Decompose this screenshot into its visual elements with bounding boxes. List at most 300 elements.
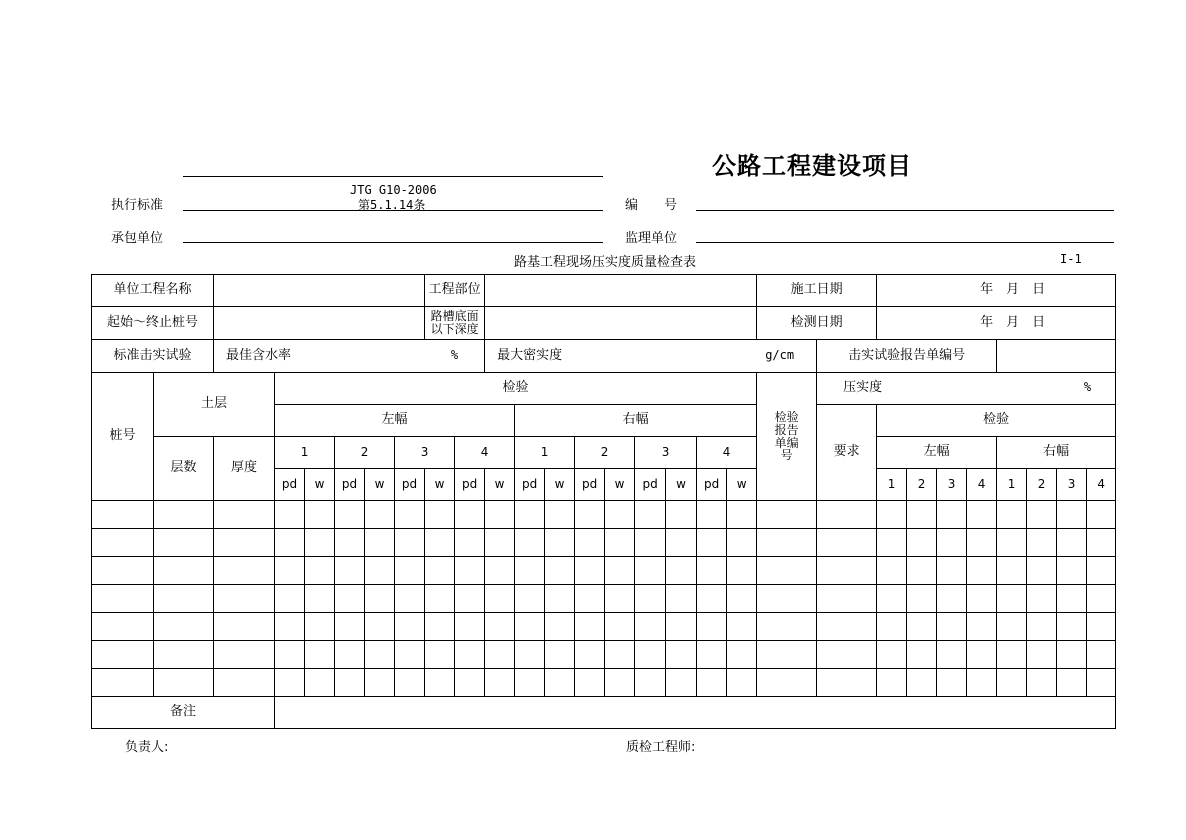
data-cell[interactable] xyxy=(635,501,666,529)
density-unit: g/cm xyxy=(765,347,795,362)
data-cell[interactable] xyxy=(1087,669,1116,697)
data-cell[interactable] xyxy=(1087,613,1116,641)
w-header: w xyxy=(666,469,697,501)
data-cell[interactable] xyxy=(907,585,937,613)
data-cell[interactable] xyxy=(697,613,727,641)
groove-depth-line1: 路槽底面 xyxy=(430,309,479,324)
data-cell[interactable] xyxy=(877,585,907,613)
data-cell[interactable] xyxy=(485,613,515,641)
data-cell[interactable] xyxy=(575,557,605,585)
data-cell[interactable] xyxy=(455,641,485,669)
table-row xyxy=(92,585,1116,613)
standard-value-line2: 第5.1.14条 xyxy=(358,198,426,212)
data-cell[interactable] xyxy=(605,501,635,529)
supervisor-underline xyxy=(696,242,1114,243)
data-cell[interactable] xyxy=(154,501,214,529)
compaction-right-3: 3 xyxy=(1057,469,1087,501)
data-cell[interactable] xyxy=(937,529,967,557)
data-cell[interactable] xyxy=(485,641,515,669)
data-cell[interactable] xyxy=(455,557,485,585)
data-cell[interactable] xyxy=(697,669,727,697)
data-cell[interactable] xyxy=(92,529,154,557)
data-cell[interactable] xyxy=(997,641,1027,669)
inspection-header: 检验 xyxy=(275,373,757,405)
inspection-date-field[interactable]: 年 月 日 xyxy=(877,307,1116,340)
data-cell[interactable] xyxy=(545,641,575,669)
data-cell[interactable] xyxy=(335,529,365,557)
w-header: w xyxy=(425,469,455,501)
contractor-label: 承包单位 xyxy=(111,231,164,246)
compaction-degree-label: 压实度 xyxy=(843,380,883,396)
data-cell[interactable] xyxy=(425,641,455,669)
page-title: 公路工程建设项目 xyxy=(712,152,912,180)
right-point-1: 1 xyxy=(515,437,575,469)
compaction-left-1: 1 xyxy=(877,469,907,501)
data-cell[interactable] xyxy=(907,557,937,585)
data-cell[interactable] xyxy=(214,557,275,585)
data-cell[interactable] xyxy=(635,669,666,697)
data-cell[interactable] xyxy=(757,557,817,585)
left-point-3: 3 xyxy=(395,437,455,469)
unit-project-name-label: 单位工程名称 xyxy=(92,275,214,307)
data-cell[interactable] xyxy=(757,669,817,697)
data-cell[interactable] xyxy=(997,529,1027,557)
data-cell[interactable] xyxy=(214,641,275,669)
data-cell[interactable] xyxy=(455,613,485,641)
data-cell[interactable] xyxy=(1087,501,1116,529)
data-cell[interactable] xyxy=(515,529,545,557)
data-cell[interactable] xyxy=(545,669,575,697)
data-cell[interactable] xyxy=(214,669,275,697)
data-cell[interactable] xyxy=(154,669,214,697)
form-code: I-1 xyxy=(1060,252,1082,266)
start-end-pile-label: 起始～终止桩号 xyxy=(92,307,214,340)
left-point-2: 2 xyxy=(335,437,395,469)
data-cell[interactable] xyxy=(1027,613,1057,641)
data-cell[interactable] xyxy=(425,585,455,613)
groove-depth-field[interactable] xyxy=(485,307,757,340)
data-cell[interactable] xyxy=(575,585,605,613)
data-cell[interactable] xyxy=(365,641,395,669)
data-cell[interactable] xyxy=(666,557,697,585)
remarks-label: 备注 xyxy=(92,697,275,729)
data-cell[interactable] xyxy=(635,557,666,585)
standard-label: 执行标准 xyxy=(111,198,164,213)
left-point-4: 4 xyxy=(455,437,515,469)
data-cell[interactable] xyxy=(757,613,817,641)
data-cell[interactable] xyxy=(697,585,727,613)
data-cell[interactable] xyxy=(395,501,425,529)
data-cell[interactable] xyxy=(937,669,967,697)
data-cell[interactable] xyxy=(154,641,214,669)
compaction-right-1: 1 xyxy=(997,469,1027,501)
compaction-right-4: 4 xyxy=(1087,469,1116,501)
data-cell[interactable] xyxy=(515,501,545,529)
data-cell[interactable] xyxy=(997,585,1027,613)
data-cell[interactable] xyxy=(395,585,425,613)
data-cell[interactable] xyxy=(455,669,485,697)
data-cell[interactable] xyxy=(154,613,214,641)
data-cell[interactable] xyxy=(1087,585,1116,613)
compaction-report-no-field[interactable] xyxy=(997,340,1116,373)
table-row xyxy=(92,669,1116,697)
data-cell[interactable] xyxy=(275,613,305,641)
data-cell[interactable] xyxy=(575,613,605,641)
w-header: w xyxy=(545,469,575,501)
data-cell[interactable] xyxy=(907,669,937,697)
data-cell[interactable] xyxy=(727,669,757,697)
data-cell[interactable] xyxy=(335,585,365,613)
work-part-label: 工程部位 xyxy=(425,275,485,307)
optimum-moisture-label: 最佳含水率 xyxy=(226,347,292,363)
pd-header: pd xyxy=(395,469,425,501)
data-cell[interactable] xyxy=(967,529,997,557)
requirement-header: 要求 xyxy=(817,405,877,501)
data-cell[interactable] xyxy=(877,557,907,585)
data-cell[interactable] xyxy=(305,669,335,697)
data-cell[interactable] xyxy=(275,557,305,585)
data-cell[interactable] xyxy=(485,669,515,697)
data-cell[interactable] xyxy=(605,557,635,585)
supervisor-label: 监理单位 xyxy=(625,231,678,246)
data-cell[interactable] xyxy=(727,641,757,669)
data-cell[interactable] xyxy=(877,529,907,557)
data-cell[interactable] xyxy=(967,585,997,613)
right-width-header: 右幅 xyxy=(515,405,757,437)
data-cell[interactable] xyxy=(937,585,967,613)
layer-count-header: 层数 xyxy=(154,437,214,501)
data-cell[interactable] xyxy=(545,585,575,613)
data-cell[interactable] xyxy=(666,501,697,529)
standard-compaction-label: 标准击实试验 xyxy=(92,340,214,373)
data-cell[interactable] xyxy=(907,529,937,557)
data-cell[interactable] xyxy=(997,501,1027,529)
data-cell[interactable] xyxy=(697,641,727,669)
standard-value-line1: JTG G10-2006 xyxy=(350,183,437,197)
data-cell[interactable] xyxy=(697,501,727,529)
data-cell[interactable] xyxy=(545,501,575,529)
data-cell[interactable] xyxy=(455,529,485,557)
pile-no-header: 桩号 xyxy=(92,373,154,501)
percent-unit: % xyxy=(450,347,459,362)
data-cell[interactable] xyxy=(395,641,425,669)
data-cell[interactable] xyxy=(395,557,425,585)
report-no-line3: 单编 xyxy=(774,435,799,450)
data-cell[interactable] xyxy=(335,613,365,641)
data-cell[interactable] xyxy=(395,669,425,697)
soil-layer-header: 土层 xyxy=(154,373,275,437)
data-cell[interactable] xyxy=(515,557,545,585)
data-cell[interactable] xyxy=(515,613,545,641)
data-cell[interactable] xyxy=(92,557,154,585)
standard-underline xyxy=(183,210,603,211)
data-cell[interactable] xyxy=(1027,585,1057,613)
data-cell[interactable] xyxy=(907,501,937,529)
contractor-underline xyxy=(183,242,603,243)
data-cell[interactable] xyxy=(817,669,877,697)
data-cell[interactable] xyxy=(575,641,605,669)
data-cell[interactable] xyxy=(92,585,154,613)
data-cell[interactable] xyxy=(605,613,635,641)
compaction-left-4: 4 xyxy=(967,469,997,501)
data-cell[interactable] xyxy=(545,613,575,641)
table-row xyxy=(92,557,1116,585)
data-cell[interactable] xyxy=(365,501,395,529)
data-cell[interactable] xyxy=(305,501,335,529)
number-underline xyxy=(696,210,1114,211)
data-cell[interactable] xyxy=(727,585,757,613)
data-cell[interactable] xyxy=(605,529,635,557)
title-underline xyxy=(183,176,603,177)
quality-engineer-label: 质检工程师: xyxy=(626,740,696,755)
report-no-line2: 报告 xyxy=(774,422,799,437)
data-cell[interactable] xyxy=(1027,501,1057,529)
data-cell[interactable] xyxy=(877,613,907,641)
compaction-right-2: 2 xyxy=(1027,469,1057,501)
data-cell[interactable] xyxy=(997,557,1027,585)
data-cell[interactable] xyxy=(275,529,305,557)
data-cell[interactable] xyxy=(967,557,997,585)
data-cell[interactable] xyxy=(365,585,395,613)
data-cell[interactable] xyxy=(575,669,605,697)
max-density-cell xyxy=(485,340,817,373)
data-cell[interactable] xyxy=(937,501,967,529)
data-cell[interactable] xyxy=(937,641,967,669)
pd-header: pd xyxy=(275,469,305,501)
data-cell[interactable] xyxy=(727,501,757,529)
data-cell[interactable] xyxy=(425,669,455,697)
data-cell[interactable] xyxy=(757,585,817,613)
data-cell[interactable] xyxy=(697,557,727,585)
data-cell[interactable] xyxy=(575,501,605,529)
groove-depth-label xyxy=(425,307,485,340)
w-header: w xyxy=(727,469,757,501)
data-cell[interactable] xyxy=(817,529,877,557)
data-cell[interactable] xyxy=(1057,501,1087,529)
data-cell[interactable] xyxy=(1027,641,1057,669)
data-cell[interactable] xyxy=(485,585,515,613)
data-cell[interactable] xyxy=(425,557,455,585)
compaction-degree-header xyxy=(817,373,1116,405)
form-title: 路基工程现场压实度质量检查表 xyxy=(514,255,697,270)
w-header: w xyxy=(365,469,395,501)
data-cell[interactable] xyxy=(635,613,666,641)
pd-header: pd xyxy=(697,469,727,501)
data-cell[interactable] xyxy=(817,641,877,669)
data-cell[interactable] xyxy=(817,557,877,585)
data-cell[interactable] xyxy=(275,585,305,613)
data-cell[interactable] xyxy=(997,669,1027,697)
data-cell[interactable] xyxy=(305,613,335,641)
data-cell[interactable] xyxy=(154,557,214,585)
pd-header: pd xyxy=(635,469,666,501)
data-cell[interactable] xyxy=(1027,669,1057,697)
data-cell[interactable] xyxy=(92,501,154,529)
right-point-4: 4 xyxy=(697,437,757,469)
data-cell[interactable] xyxy=(425,613,455,641)
compaction-percent: % xyxy=(1083,380,1092,395)
data-cell[interactable] xyxy=(605,585,635,613)
data-cell[interactable] xyxy=(727,557,757,585)
data-cell[interactable] xyxy=(967,613,997,641)
data-cell[interactable] xyxy=(214,613,275,641)
compaction-right-width: 右幅 xyxy=(997,437,1116,469)
data-cell[interactable] xyxy=(154,529,214,557)
data-cell[interactable] xyxy=(757,501,817,529)
unit-project-name-field[interactable] xyxy=(214,275,425,307)
w-header: w xyxy=(305,469,335,501)
data-cell[interactable] xyxy=(605,669,635,697)
data-cell[interactable] xyxy=(1057,641,1087,669)
inspection-table xyxy=(91,274,1116,729)
data-cell[interactable] xyxy=(907,613,937,641)
data-cell[interactable] xyxy=(727,529,757,557)
data-cell[interactable] xyxy=(877,641,907,669)
data-cell[interactable] xyxy=(214,501,275,529)
pd-header: pd xyxy=(335,469,365,501)
data-cell[interactable] xyxy=(92,613,154,641)
data-cell[interactable] xyxy=(305,557,335,585)
compaction-left-3: 3 xyxy=(937,469,967,501)
start-end-pile-field[interactable] xyxy=(214,307,425,340)
data-cell[interactable] xyxy=(214,529,275,557)
table-row xyxy=(92,529,1116,557)
number-label: 编 号 xyxy=(625,198,678,213)
data-cell[interactable] xyxy=(666,641,697,669)
data-cell[interactable] xyxy=(1057,613,1087,641)
compaction-left-width: 左幅 xyxy=(877,437,997,469)
construction-date-field[interactable]: 年 月 日 xyxy=(877,275,1116,307)
data-cell[interactable] xyxy=(967,641,997,669)
data-cell[interactable] xyxy=(335,501,365,529)
inspection-report-no-header xyxy=(757,373,817,501)
data-cell[interactable] xyxy=(635,529,666,557)
data-cell[interactable] xyxy=(1027,557,1057,585)
data-cell[interactable] xyxy=(545,557,575,585)
left-point-1: 1 xyxy=(275,437,335,469)
data-cell[interactable] xyxy=(335,669,365,697)
data-cell[interactable] xyxy=(455,501,485,529)
inspection-date-label: 检测日期 xyxy=(757,307,877,340)
right-point-3: 3 xyxy=(635,437,697,469)
data-cell[interactable] xyxy=(485,501,515,529)
data-cell[interactable] xyxy=(1057,529,1087,557)
data-cell[interactable] xyxy=(635,585,666,613)
data-cell[interactable] xyxy=(907,641,937,669)
data-cell[interactable] xyxy=(997,613,1027,641)
data-cell[interactable] xyxy=(395,613,425,641)
data-cell[interactable] xyxy=(1057,585,1087,613)
compaction-inspection-header: 检验 xyxy=(877,405,1116,437)
data-cell[interactable] xyxy=(817,613,877,641)
data-cell[interactable] xyxy=(1027,529,1057,557)
work-part-field[interactable] xyxy=(485,275,757,307)
max-density-label: 最大密实度 xyxy=(497,347,563,363)
data-cell[interactable] xyxy=(757,529,817,557)
data-cell[interactable] xyxy=(605,641,635,669)
report-no-line4: 号 xyxy=(780,448,793,463)
data-cell[interactable] xyxy=(395,529,425,557)
table-row xyxy=(92,501,1116,529)
data-cell[interactable] xyxy=(425,501,455,529)
w-header: w xyxy=(485,469,515,501)
data-cell[interactable] xyxy=(1087,529,1116,557)
data-cell[interactable] xyxy=(305,529,335,557)
data-cell[interactable] xyxy=(1057,557,1087,585)
data-cell[interactable] xyxy=(727,613,757,641)
data-cell[interactable] xyxy=(425,529,455,557)
data-cell[interactable] xyxy=(967,501,997,529)
data-cell[interactable] xyxy=(485,557,515,585)
data-cell[interactable] xyxy=(365,529,395,557)
data-cell[interactable] xyxy=(1057,669,1087,697)
data-cell[interactable] xyxy=(545,529,575,557)
thickness-header: 厚度 xyxy=(214,437,275,501)
data-cell[interactable] xyxy=(335,641,365,669)
data-cell[interactable] xyxy=(305,641,335,669)
data-cell[interactable] xyxy=(666,529,697,557)
data-cell[interactable] xyxy=(485,529,515,557)
table-row xyxy=(92,641,1116,669)
data-cell[interactable] xyxy=(877,669,907,697)
optimum-moisture-cell xyxy=(214,340,485,373)
data-cell[interactable] xyxy=(877,501,907,529)
data-cell[interactable] xyxy=(154,585,214,613)
compaction-left-2: 2 xyxy=(907,469,937,501)
data-cell[interactable] xyxy=(1087,557,1116,585)
data-cell[interactable] xyxy=(635,641,666,669)
data-cell[interactable] xyxy=(757,641,817,669)
w-header: w xyxy=(605,469,635,501)
data-cell[interactable] xyxy=(365,669,395,697)
data-cell[interactable] xyxy=(305,585,335,613)
data-cell[interactable] xyxy=(455,585,485,613)
data-cell[interactable] xyxy=(275,669,305,697)
responsible-label: 负责人: xyxy=(125,740,169,755)
data-cell[interactable] xyxy=(365,613,395,641)
data-cell[interactable] xyxy=(214,585,275,613)
data-cell[interactable] xyxy=(937,557,967,585)
data-cell[interactable] xyxy=(666,669,697,697)
left-width-header: 左幅 xyxy=(275,405,515,437)
pd-header: pd xyxy=(455,469,485,501)
pd-header: pd xyxy=(515,469,545,501)
report-no-line1: 检验 xyxy=(774,410,799,425)
data-cell[interactable] xyxy=(1087,641,1116,669)
data-cell[interactable] xyxy=(967,669,997,697)
data-cell[interactable] xyxy=(817,501,877,529)
data-cell[interactable] xyxy=(92,669,154,697)
data-cell[interactable] xyxy=(697,529,727,557)
data-cell[interactable] xyxy=(817,585,877,613)
data-cell[interactable] xyxy=(92,641,154,669)
data-cell[interactable] xyxy=(335,557,365,585)
data-cell[interactable] xyxy=(666,613,697,641)
data-cell[interactable] xyxy=(666,585,697,613)
data-cell[interactable] xyxy=(575,529,605,557)
compaction-report-no-label: 击实试验报告单编号 xyxy=(817,340,997,373)
data-cell[interactable] xyxy=(275,641,305,669)
remarks-field[interactable] xyxy=(275,697,1116,729)
data-cell[interactable] xyxy=(275,501,305,529)
construction-date-label: 施工日期 xyxy=(757,275,877,307)
data-cell[interactable] xyxy=(515,669,545,697)
data-cell[interactable] xyxy=(365,557,395,585)
right-point-2: 2 xyxy=(575,437,635,469)
data-cell[interactable] xyxy=(515,641,545,669)
data-cell[interactable] xyxy=(937,613,967,641)
data-cell[interactable] xyxy=(515,585,545,613)
